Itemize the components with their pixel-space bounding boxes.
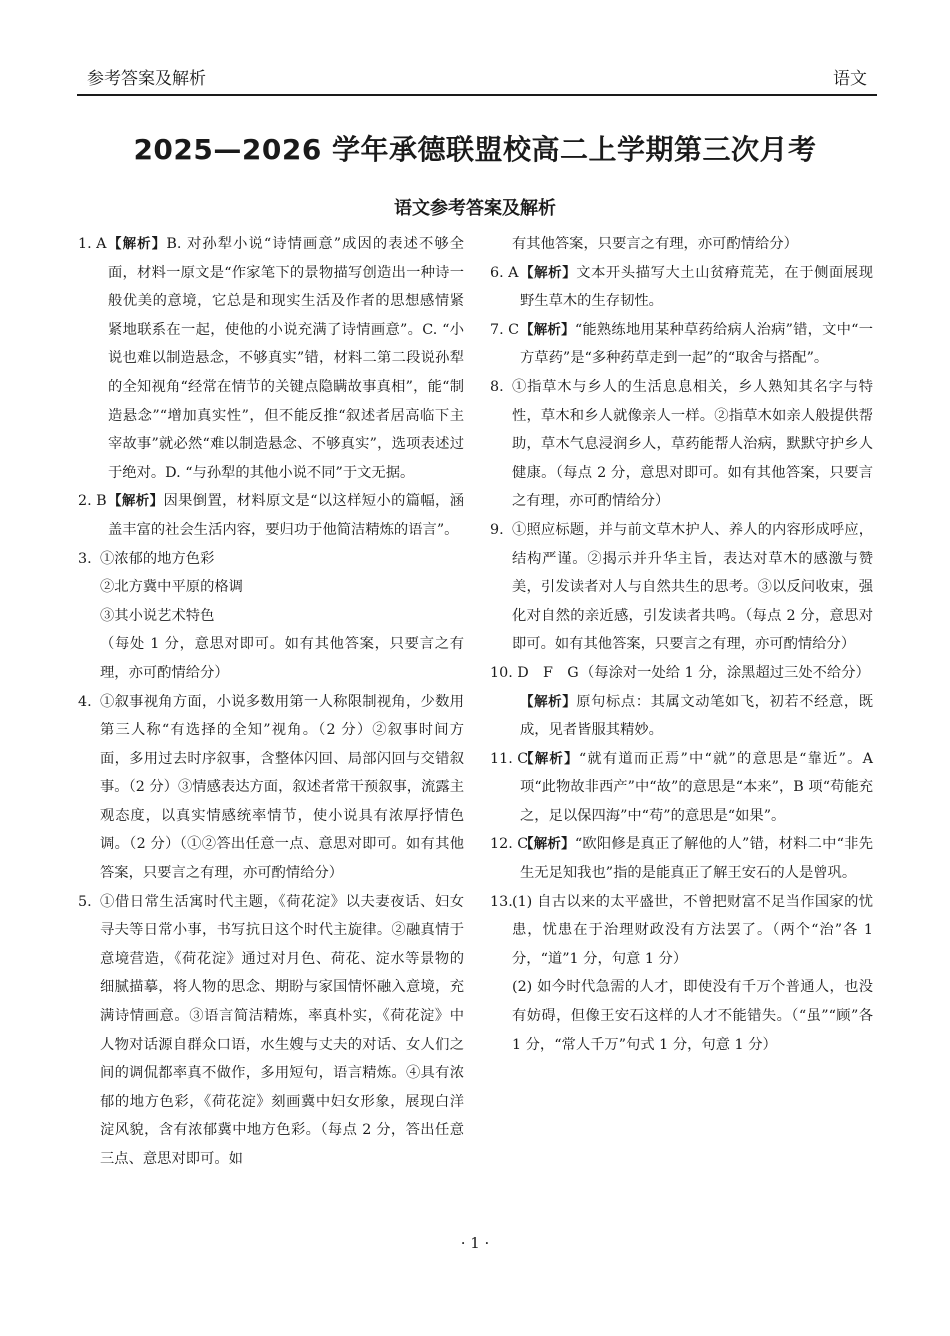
answer-number: 2. B	[78, 493, 107, 510]
answer-number: 5.	[78, 893, 92, 910]
answer-line: ①浓郁的地方色彩	[100, 550, 215, 567]
answer-line: (2) 如今时代急需的人才，即使没有千万个普通人，也没有妨碍，但像王安石这样的人才不能错失。（“虽”“顾”各 1 分，“常人千万”句式 1 分，句意 1 分）	[512, 979, 873, 1053]
page-header	[77, 58, 877, 96]
answer-text: ①指草木与乡人的生活息息相关，乡人熟知其名字与特性，草木和乡人就像亲人一样。②指草木如亲人般提供帮助，草木气息浸润乡人，草药能帮人治病，默默守护乡人健康。（每点 2 分，意思对即可。如有其他答案，只要言之有理，亦可酌情给分）	[512, 378, 873, 510]
answer-text: 【解析】B. 对孙犁小说“诗情画意”成因的表述不够全面，材料一原文是“作家笔下的景物描写创造出一种诗一般优美的意境，它总是和现实生活及作者的思想感情紧紧地联系在一起，使他的小说充满了诗情画意”。C. “小说也难以制造悬念，不够真实”错，材料二第二段说孙犁的全知视角“经常在情节的关键点隐瞒故事真相”，能“制造悬念”“增加真实性”，但不能反推“叙述者居高临下主宰故事”就必然“难以制造悬念、不够真实”，选项表述过于绝对。D. “与孙犁的其他小说不同”于文无据。	[108, 236, 465, 481]
answer-number: 11. C	[490, 750, 529, 767]
answer-number: 13.	[490, 893, 513, 910]
answer-text: 有其他答案，只要言之有理，亦可酌情给分）	[512, 236, 798, 252]
answer-item	[78, 230, 464, 487]
analysis-tag: 【解析】	[108, 493, 164, 510]
header-left-label: 参考答案及解析	[87, 69, 206, 89]
document-subtitle: 语文参考答案及解析	[394, 198, 556, 219]
analysis-tag: 【解析】	[520, 836, 575, 853]
answer-item	[78, 545, 464, 688]
answer-text: 【解析】文本开头描写大土山贫瘠荒芜，在于侧面展现野生草木的生存韧性。	[520, 264, 874, 310]
answer-item	[490, 259, 873, 316]
answer-text: ①叙事视角方面，小说多数用第一人称限制视角，少数用第三人称“有选择的全知”视角。（2 分）②叙事时间方面，多用过去时序叙事，含整体闪回、局部闪回与交错叙事。（2 分）③情感表达方面，叙述者常干预叙事，流露主观态度，以真实情感统率情节，使小说具有浓厚抒情色调。（2 分）（①②答出任意一点、意思对即可。如有其他答案，只要言之有理，亦可酌情给分）	[100, 693, 464, 882]
answer-item	[78, 487, 464, 544]
header-subject-label: 语文	[833, 69, 867, 89]
answer-text: 【解析】“能熟练地用某种草药给病人治病”错，文中“一方草药”是“多种药草走到一起”的“取舍与搭配”。	[520, 321, 873, 367]
answer-number: 8.	[490, 378, 504, 395]
answer-number: 3.	[78, 550, 92, 567]
answer-item	[490, 888, 873, 1060]
page-number: · 1 ·	[460, 1234, 490, 1252]
answer-number: 10. D F G	[490, 664, 579, 681]
answer-number: 12. C	[490, 836, 529, 853]
answer-line: (1) 自古以来的太平盛世，不曾把财富不足当作国家的忧患，忧患在于治理财政没有方法罢了。（两个“治”各 1 分，“道”1 分，句意 1 分）	[512, 893, 873, 967]
analysis-tag: 【解析】	[520, 693, 577, 710]
answer-item	[78, 888, 464, 1174]
answer-text: 【解析】原句标点：其属文动笔如飞，初若不经意，既成，见者皆服其精妙。	[520, 693, 874, 739]
answer-number: 4.	[78, 693, 92, 710]
answer-item	[490, 516, 873, 659]
answer-item	[490, 316, 873, 373]
answer-text: 【解析】因果倒置，材料原文是“以这样短小的篇幅，涵盖丰富的社会生活内容，要归功于他简洁精炼的语言”。	[108, 493, 465, 538]
answer-text: ①照应标题，并与前文草木护人、养人的内容形成呼应，结构严谨。②揭示并升华主旨，表达对草木的感激与赞美，引发读者对人与自然共生的思考。③以反问收束，强化对自然的亲近感，引发读者共鸣。（每点 2 分，意思对即可。如有其他答案，只要言之有理，亦可酌情给分）	[512, 521, 873, 653]
answer-line: ②北方冀中平原的格调	[100, 579, 243, 596]
answer-item	[78, 688, 464, 888]
answer-item	[490, 230, 873, 259]
analysis-tag: 【解析】	[520, 321, 575, 338]
answer-text: （每涂对一处给 1 分，涂黑超过三处不给分）	[580, 664, 870, 681]
answer-item	[490, 830, 873, 887]
answer-number: 7. C	[490, 321, 520, 338]
answer-line: （每处 1 分，意思对即可。如有其他答案，只要言之有理，亦可酌情给分）	[100, 636, 464, 681]
answer-item	[490, 373, 873, 516]
answer-line: ③其小说艺术特色	[100, 607, 215, 624]
analysis-tag: 【解析】	[520, 750, 579, 767]
document-title: 2025—2026 学年承德联盟校高二上学期第三次月考	[133, 133, 817, 166]
answer-text: 【解析】“欧阳修是真正了解他的人”错，材料二中“非先生无足知我也”指的是能真正了解王安石的人是曾巩。	[520, 836, 873, 882]
analysis-tag: 【解析】	[520, 264, 577, 281]
answer-text: 【解析】“就有道而正焉”中“就”的意思是“靠近”。A 项“此物故非西产”中“故”的意思是“本来”，B 项“苟能充之，足以保四海”中“苟”的意思是“如果”。	[520, 750, 873, 824]
answer-number: 1. A	[78, 236, 107, 252]
answer-text: ①借日常生活寓时代主题，《荷花淀》以夫妻夜话、妇女寻夫等日常小事，书写抗日这个时代主旋律。②融真情于意境营造，《荷花淀》通过对月色、荷花、淀水等景物的细腻描摹，将人物的思念、期盼与家国情怀融入意境，充满诗情画意。③语言简洁精炼，率真朴实，《荷花淀》中人物对话源自群众口语，水生嫂与丈夫的对话、女人们之间的调侃都率真不做作，多用短句，语言精炼。④具有浓郁的地方色彩，《荷花淀》刻画冀中妇女形象，展现白洋淀风貌，含有浓郁冀中地方色彩。（每点 2 分，答出任意三点、意思对即可。如	[100, 893, 464, 1167]
answer-item	[490, 745, 873, 831]
answer-item	[490, 659, 873, 745]
answer-number: 6. A	[490, 264, 519, 281]
left-column	[78, 230, 464, 1174]
right-column	[490, 230, 873, 1059]
answer-number: 9.	[490, 521, 504, 538]
analysis-tag: 【解析】	[108, 236, 167, 252]
